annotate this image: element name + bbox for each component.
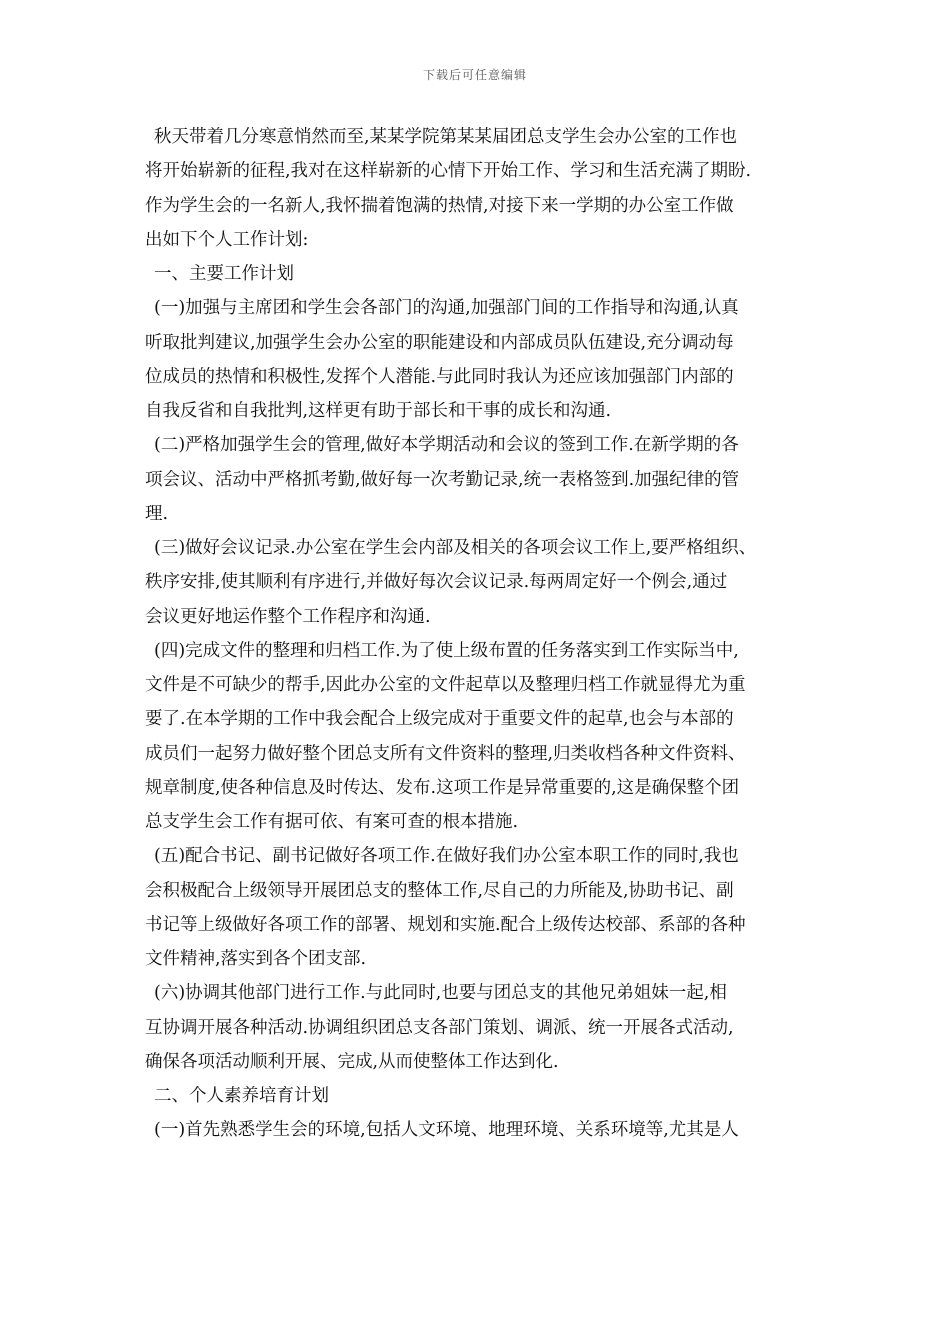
text-line: 听取批判建议,加强学生会办公室的职能建设和内部成员队伍建设,充分调动每 xyxy=(145,332,734,353)
text-line: 文件精神,落实到各个团支部. xyxy=(145,949,367,969)
text-line: (六)协调其他部门进行工作.与此同时,也要与团总支的其他兄弟姐妹一起,相 xyxy=(154,983,727,1004)
text-line: 位成员的热情和积极性,发挥个人潜能.与此同时我认为还应该加强部门内部的 xyxy=(145,366,734,387)
text-line: 要了.在本学期的工作中我会配合上级完成对于重要文件的起草,也会与本部的 xyxy=(145,709,734,730)
text-line: 秋天带着几分寒意悄然而至,某某学院第某某届团总支学生会办公室的工作也 xyxy=(154,127,738,147)
text-line: 书记等上级做好各项工作的部署、规划和实施.配合上级传达校部、系部的各种 xyxy=(145,914,746,935)
text-line: (一)加强与主席团和学生会各部门的沟通,加强部门间的工作指导和沟通,认真 xyxy=(154,298,739,319)
text-line: 会议更好地运作整个工作程序和沟通. xyxy=(145,606,431,627)
text-line: 将开始崭新的征程,我对在这样崭新的心情下开始工作、学习和生活充满了期盼. xyxy=(145,161,752,182)
text-line: (五)配合书记、副书记做好各项工作.在做好我们办公室本职工作的同时,我也 xyxy=(154,846,739,867)
text-line: 文件是不可缺少的帮手,因此办公室的文件起草以及整理归档工作就显得尤为重 xyxy=(145,675,746,695)
text-line: 互协调开展各种活动.协调组织团总支各部门策划、调派、统一开展各式活动, xyxy=(145,1017,734,1038)
text-line: 总支学生会工作有据可依、有案可查的根本措施. xyxy=(145,812,519,832)
text-line: 成员们一起努力做好整个团总支所有文件资料的整理,归类收档各种文件资料、 xyxy=(145,743,746,764)
text-line: 理. xyxy=(145,503,169,524)
text-line: 一、主要工作计划 xyxy=(154,264,294,284)
text-line: (二)严格加强学生会的管理,做好本学期活动和会议的签到工作.在新学期的各 xyxy=(154,435,739,456)
text-line: 作为学生会的一名新人,我怀揣着饱满的热情,对接下来一学期的办公室工作做 xyxy=(145,195,734,216)
text-line: 规章制度,使各种信息及时传达、发布.这项工作是异常重要的,这是确保整个团 xyxy=(145,777,740,798)
text-line: 会积极配合上级领导开展团总支的整体工作,尽自己的力所能及,协助书记、副 xyxy=(145,880,734,901)
text-line: (三)做好会议记录.办公室在学生会内部及相关的各项会议工作上,要严格组织、 xyxy=(154,538,757,558)
text-line: 项会议、活动中严格抓考勤,做好每一次考勤记录,统一表格签到.加强纪律的管 xyxy=(145,469,740,490)
text-line: 确保各项活动顺利开展、完成,从而使整体工作达到化. xyxy=(145,1051,559,1072)
text-line: 秩序安排,使其顺利有序进行,并做好每次会议记录.每两周定好一个例会,通过 xyxy=(145,572,728,593)
document-body xyxy=(145,120,805,1148)
text-line: (四)完成文件的整理和归档工作.为了使上级布置的任务落实到工作实际当中, xyxy=(154,640,739,661)
text-line: 二、个人素养培育计划 xyxy=(154,1086,329,1106)
text-line: (一)首先熟悉学生会的环境,包括人文环境、地理环境、关系环境等,尤其是人 xyxy=(154,1120,739,1141)
page-header-note: 下载后可任意编辑 xyxy=(422,68,527,82)
text-line: 自我反省和自我批判,这样更有助于部长和干事的成长和沟通. xyxy=(145,401,612,421)
text-line: 出如下个人工作计划: xyxy=(145,229,309,250)
